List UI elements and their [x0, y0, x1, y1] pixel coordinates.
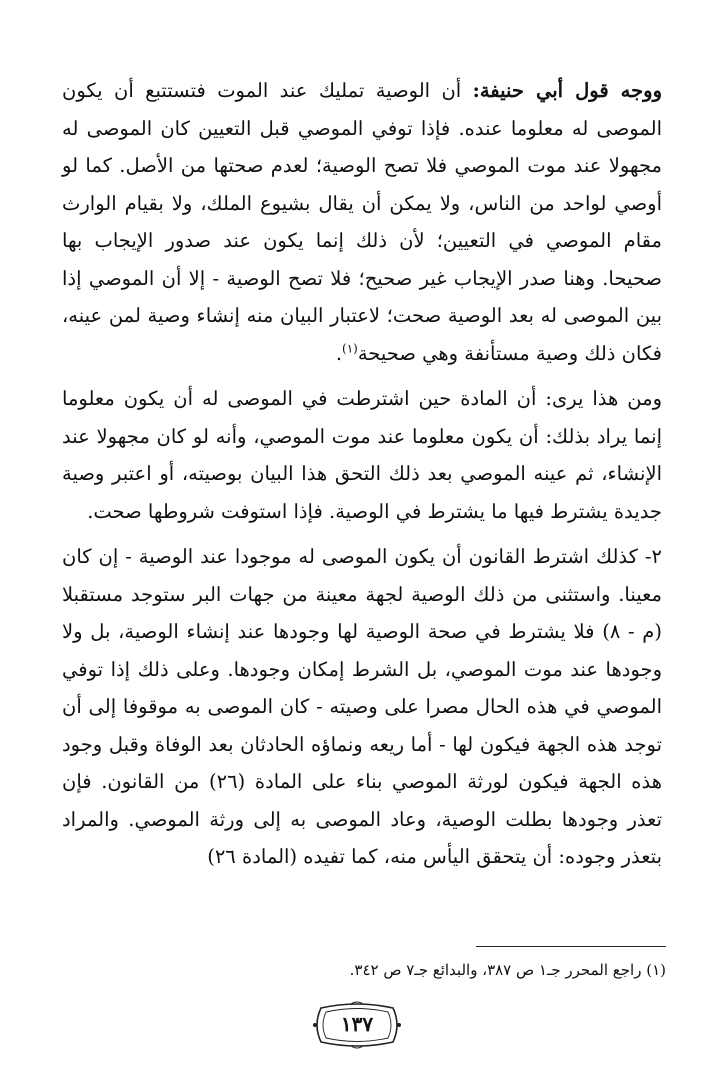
footnote-reference[interactable]: (١): [342, 341, 358, 355]
page-number: ١٣٧: [340, 1012, 374, 1036]
paragraph-text: أن الوصية تمليك عند الموت فتستتبع أن يكون الموصى له معلوما عنده. فإذا توفي الموصي قبل التعيين كان الموصى له مجهولا عند موت الموصي فلا تصح الوصية؛ لعدم صحتها من الأصل. كما لو أوصي لواحد من الناس، ولا يمكن أن يقال بشيوع الملك، ولا بقيام الوارث مقام الموصي في التعيين؛ لأن ذلك إنما يكون عند صدور الإيجاب بها صحيحا. وهنا صدر الإيجاب غير صحيح؛ فلا تصح الوصية - إلا أن الموصي إذا بين الموصى له بعد الوصية صحت؛ لاعتبار البيان منه إنشاء وصية لمن عينه، فكان ذلك وصية مستأنفة وهي صحيحة: [62, 79, 662, 365]
footnote-divider: [476, 946, 666, 947]
paragraph-3: ٢- كذلك اشترط القانون أن يكون الموصى له موجودا عند الوصية - إن كان معينا. واستثنى من ذلك الوصية لجهة معينة من جهات البر ستوجد مستقبلا (م - ٨) فلا يشترط في صحة الوصية لها وجودها عند إنشاء الوصية، بل ولا وجودها عند موت الموصي، بل الشرط إمكان وجودها. وعلى ذلك إذا توفي الموصي في هذه الحال مصرا على وصيته - كان الموصى به موقوفا إلى أن توجد هذه الجهة فيكون لها - أما ريعه ونماؤه الحادثان بعد الوفاة وقبل وجود هذه الجهة فيكون لورثة الموصي بناء على المادة (٢٦) من القانون. فإن تعذر وجودها بطلت الوصية، وعاد الموصى به إلى ورثة الموصي. والمراد بتعذر وجوده: أن يتحقق اليأس منه، كما تفيده (المادة ٢٦): [62, 545, 663, 868]
footnote: (١) راجع المحرر جـ١ ص ٣٨٧، والبدائع جـ٧ ص ٣٤٢.: [349, 961, 666, 979]
paragraph-end: .: [335, 341, 343, 365]
paragraph-lead: ووجه قول أبي حنيفة:: [472, 79, 662, 102]
paragraph-1: [62, 72, 662, 372]
main-text: [62, 72, 662, 876]
page-number-frame: [307, 1000, 407, 1050]
paragraph-2: ومن هذا يرى: أن المادة حين اشترطت في الموصى له أن يكون معلوما إنما يراد بذلك: أن يكون معلوما عند موت الموصي، وأنه لو كان مجهولا عند الإنشاء، ثم عينه الموصي بعد ذلك التحق هذا البيان بوصيته، أو اعتبر وصية جديدة يشترط فيها ما يشترط في الوصية. فإذا استوفت شروطها صحت.: [62, 387, 662, 523]
